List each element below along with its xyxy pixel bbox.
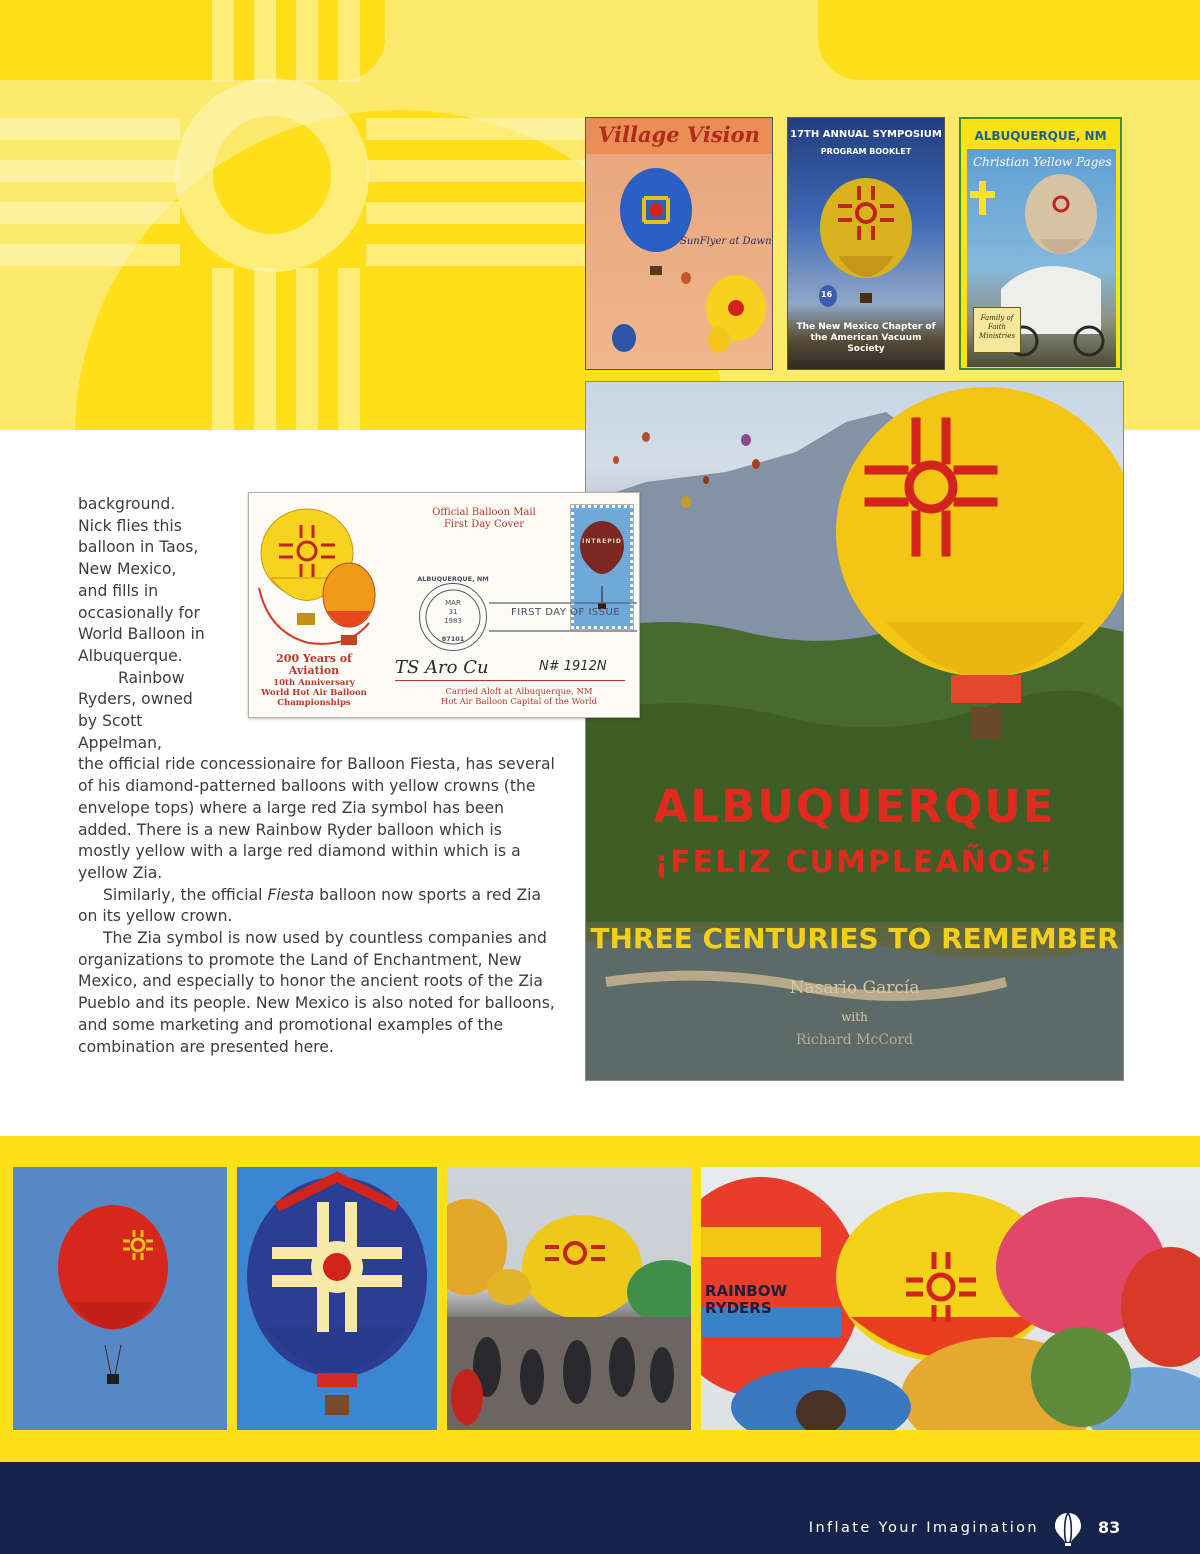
body-line: Ryders, owned xyxy=(78,690,193,709)
fdc-header-line1: Official Balloon Mail xyxy=(432,507,536,518)
symposium-footer: The New Mexico Chapter of the American Vacuum Society xyxy=(796,322,936,354)
balloon-logo-icon xyxy=(1054,1512,1082,1546)
paragraph-fiesta xyxy=(78,885,558,928)
fdc-left-line4: World Hot Air Balloon xyxy=(261,688,367,698)
body-line: World Balloon in xyxy=(78,625,205,644)
blue-zia-balloon-illustration xyxy=(237,1167,437,1430)
book-tagline: THREE CENTURIES TO REMEMBER xyxy=(590,922,1119,955)
rainbow-ryders-photo xyxy=(701,1167,1200,1430)
yellow-pages-badge: Family of Faith Ministries xyxy=(973,307,1021,353)
fiesta-crowd-illustration xyxy=(447,1167,691,1430)
body-line: background. xyxy=(78,495,176,513)
body-line: Albuquerque. xyxy=(78,646,183,665)
symposium-subtitle: PROGRAM BOOKLET xyxy=(820,147,912,156)
red-balloon-photo xyxy=(13,1167,227,1430)
body-line: by Scott xyxy=(78,712,143,731)
fdc-signature: TS Aro Cu xyxy=(395,657,489,678)
fdc-left-line3: 10th Anniversary xyxy=(273,678,355,688)
postmark-date-day: 31 xyxy=(448,608,458,616)
village-vision-masthead: Village Vision xyxy=(598,122,760,147)
book-subtitle: ¡FELIZ CUMPLEAÑOS! xyxy=(654,845,1055,880)
postmark-city: ALBUQUERQUE, NM xyxy=(417,575,489,583)
book-coauthor: Richard McCord xyxy=(795,1032,914,1048)
article-body xyxy=(78,494,558,1058)
postmark-date-year: 1983 xyxy=(444,617,462,625)
book-author: Nasario García xyxy=(789,978,920,998)
fdc-footer-line2: Hot Air Balloon Capital of the World xyxy=(440,697,598,707)
zia-symbol-icon xyxy=(0,0,600,430)
postmark-zip: 87101 xyxy=(441,635,465,643)
book-cover-art xyxy=(586,382,1124,1081)
rainbow-ryders-text: RAINBOW RYDERS xyxy=(705,1282,788,1317)
fiesta-text-before: Similarly, the official xyxy=(103,885,268,904)
paragraph-nick xyxy=(78,494,243,668)
banner-band-right xyxy=(818,0,1200,80)
yellow-pages-subtitle: Christian Yellow Pages xyxy=(973,155,1112,169)
village-vision-cover xyxy=(585,117,773,370)
symposium-title: 17TH ANNUAL SYMPOSIUM xyxy=(790,129,942,140)
fiesta-text-after: balloon now sports a red Zia on its yellow crown. xyxy=(78,885,542,926)
book-cover xyxy=(585,381,1124,1081)
paragraph-rainbow-head xyxy=(78,668,243,755)
book-with: with xyxy=(841,1010,868,1024)
fdc-left-line1: 200 Years of xyxy=(276,652,352,665)
symposium-cover xyxy=(787,117,945,370)
red-balloon-illustration xyxy=(13,1167,227,1430)
symposium-balloon-number: 16 xyxy=(821,290,833,299)
body-line: New Mexico, xyxy=(78,560,177,579)
body-line: occasionally for xyxy=(78,603,200,622)
paragraph-zia: The Zia symbol is now used by countless companies and organizations to promote the Land of Enchantment, New Mexico, and especially to honor the ancient roots of the Zia Pueblo and its people. New Mexico is also noted for balloons, and some marketing and promotional examples of the combination are presented here. xyxy=(78,929,555,1056)
yellow-pages-title: ALBUQUERQUE, NM xyxy=(974,129,1107,143)
yellow-pages-cover xyxy=(959,117,1122,370)
fdc-tail-number: N# 1912N xyxy=(539,659,607,674)
blue-zia-balloon-photo xyxy=(237,1167,437,1430)
page-footer xyxy=(0,1462,1200,1554)
fdc-left-line2: Aviation xyxy=(288,664,340,677)
postmark-date-month: MAR xyxy=(445,599,461,607)
body-line: Appelman, xyxy=(78,733,162,752)
footer-tagline: Inflate Your Imagination xyxy=(808,1520,1039,1536)
page-number: 83 xyxy=(1098,1518,1121,1537)
book-title: ALBUQUERQUE xyxy=(653,780,1056,833)
fdc-footer-line1: Carried Aloft at Albuquerque, NM xyxy=(445,687,593,697)
cancellation-text: FIRST DAY OF ISSUE xyxy=(511,607,621,618)
village-vision-caption: SunFlyer at Dawn xyxy=(680,236,772,247)
body-line: Nick flies this xyxy=(78,516,182,535)
stamp-text: INTREPID xyxy=(582,538,622,545)
fiesta-italic: Fiesta xyxy=(267,885,315,904)
fiesta-crowd-photo xyxy=(447,1167,691,1430)
fdc-left-line5: Championships xyxy=(277,698,351,708)
fdc-header-line2: First Day Cover xyxy=(443,519,525,530)
body-line: balloon in Taos, xyxy=(78,538,199,557)
body-line: Rainbow xyxy=(118,668,185,687)
body-line: and fills in xyxy=(78,581,159,600)
paragraph-rainbow-rest: the official ride concessionaire for Balloon Fiesta, has several of his diamond-patterned balloons with yellow crowns (the envelope tops) where a large red Zia symbol has been added. There is a new Rainbow Ryder balloon which is mostly yellow with a large red diamond within which is a yellow Zia. xyxy=(78,755,555,882)
